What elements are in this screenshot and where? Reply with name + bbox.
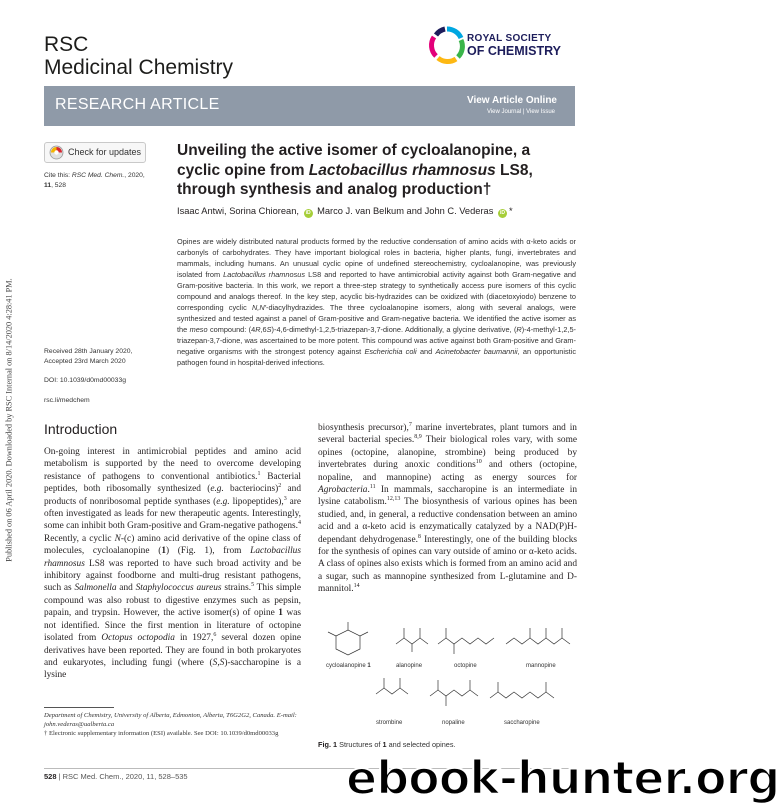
label-strombine: strombine [376, 720, 403, 726]
reference-link[interactable]: 3 [283, 495, 287, 502]
cite-journal: RSC Med. Chem. [71, 172, 125, 179]
rsc-logo-line2: OF CHEMISTRY [467, 44, 561, 58]
intro-column-left: On-going interest in antimicrobial peptides and amino acid metabolism is supported by the need to overcome developing resistance of pathogens to conventional antibiotics.$^1$ Bacterial peptides, both ribosomally synthesized (e.g. bacteriocins)$^2$ and products of nonribosomal peptide synthases (e.g. lipopeptides),$^3$ are often investigated as leads for new therapeutic agents. Interestingly, some can inhibit both Gram-positive and Gram-negative pathogens.$^4$ Recently, a cyclic N-(c) amino acid derivative of the opine class of molecules, cycloalanopine (1) (Fig. 1), from Lactobacillus rhamnosus LS8 was reported to have such broad activity and be inhibitory against foodborne and multi-drug resistant pathogens, such as Salmonella and Staphylococcus aureus strains.$^5$ This simple compound was also robust to digestive enzymes such as pepsin, papain, and trypsin. However, the active isomer(s) of opine 1 was not identified. Since the first mention in literature of octopine isolated from Octopus octopodia in 1927,$^6$ several dozen opine derivatives have been reported. They are found in both prokaryotes and eukaryotes, including fungi (where (S,S)-saccharopine is a lysine [44, 447, 302, 681]
strombine-structure [376, 688, 408, 694]
watermark-text: ebook-hunter.org [346, 751, 779, 805]
reference-link[interactable]: 7 [408, 421, 412, 428]
opine-structures-drawing [318, 616, 577, 734]
label-mannopine: mannopine [526, 663, 556, 669]
authors-first: Isaac Antwi, Sorina Chiorean, [177, 206, 299, 216]
corresponding-asterisk: * [508, 206, 513, 216]
reference-link[interactable]: 2 [278, 483, 282, 490]
check-for-updates-button[interactable] [44, 142, 146, 163]
cite-prefix: Cite this: [44, 172, 72, 179]
cycloalanopine-structure [336, 630, 360, 655]
reference-link[interactable]: 11 [369, 483, 376, 490]
affiliation-footnote: Department of Chemistry, University of Alberta, Edmonton, Alberta, T6G2G2, Canada. E-mail: john.vederas@ualberta.ca [44, 712, 297, 728]
rsc-logo-icon [428, 25, 466, 69]
esi-footnote: † Electronic supplementary information (ESI) available. See DOI: 10.1039/d0md00033g [44, 730, 279, 737]
cite-year: , 2020, [124, 172, 145, 179]
check-updates-label: Check for updates [68, 147, 142, 157]
reference-link[interactable]: 8,9 [414, 434, 422, 441]
label-cycloalanopine: cycloalanopine 1 [326, 663, 371, 669]
figure-1-structures [318, 616, 577, 734]
orcid-icon[interactable]: iD [305, 210, 311, 216]
intro-column-right: biosynthesis precursor),$^7$ marine invertebrates, plant tumors and in several bacterial species.$^{8,9}$ Their biological roles vary, with some opines (octopine, alanopine, strombine) being produced by invertebrates during anoxic conditions$^{10}$ and others (octopine, nopaline, and mannopine) acting as energy sources for Agrobacteria.$^{11}$ In mammals, saccharopine is an intermediate in lysine catabolism.$^{12,13}$ The biosynthesis of various opines has been studied, and, in general, a reductive condensation between an amino acid and a α-keto acid is enzymatically catalyzed by a NAD(P)H-dependant dehydrogenase.$^8$ Interestingly, one of the building blocks for the synthesis of opines can vary outside of amino or α-keto acids. A class of opines also exists which is formed from an amino acid and a sugar, such as mannopine synthesized from L-glutamine and D-mannitol.$^{14}$ [318, 421, 578, 595]
rsc-logo-text [467, 33, 561, 57]
page-footer: 528 | RSC Med. Chem., 2020, 11, 528–535 [44, 772, 188, 781]
alanopine-structure [396, 638, 428, 644]
rsc-logo-line1: ROYAL SOCIETY [467, 33, 552, 44]
journal-issue-links [487, 109, 555, 115]
article-type-banner [44, 86, 575, 126]
reference-link[interactable]: 5 [251, 582, 255, 589]
title-organism: Lactobacillus rhamnosus [308, 161, 496, 179]
introduction-heading: Introduction [44, 421, 118, 437]
author-list [177, 206, 513, 218]
view-issue-link[interactable]: View Issue [526, 109, 555, 115]
watermark [346, 748, 779, 812]
view-article-online-link[interactable]: View Article Online [466, 95, 557, 106]
download-note-text: Published on 06 April 2020. Downloaded by RSC Internal on 8/14/2020 4:28:41 PM. [4, 278, 14, 562]
links-separator: | [521, 109, 527, 115]
download-note [1, 140, 17, 700]
reference-link[interactable]: 6 [213, 631, 217, 638]
accepted-date: Accepted 23rd March 2020 [44, 357, 126, 365]
label-octopine: octopine [454, 663, 477, 669]
octopine-structure [438, 638, 494, 644]
reference-link[interactable]: 10 [475, 459, 482, 466]
journal-url-link[interactable]: rsc.li/medchem [44, 397, 90, 404]
footnotes [44, 711, 301, 738]
title-part2: LS8, through synthesis and analog production† [177, 161, 533, 198]
reference-link[interactable]: 14 [353, 583, 360, 590]
check-updates-icon [49, 145, 64, 160]
mannopine-structure [506, 638, 570, 644]
abstract: Opines are widely distributed natural products formed by the reductive condensation of amino acids with α-keto acids or carbonyls of carbohydrates. They have important biological roles in bacteria, higher plants, fungi, invertebrates and mammals, including humans. An unusual cyclic opine of undefined stereochemistry, cycloalanopine, was previously isolated from Lactobacillus rhamnosus LS8 and reported to have antimicrobial activity against both Gram-negative and Gram-positive bacteria. In this work, we report a three-step strategy to synthetically access pure isomers of this cyclic compound and analogs thereof. In the key step, acyclic bis-hydrazides can be oxidized with (diacetoxyiodo) benzene to corresponding cyclic N,N′-diacylhydrazides. The three cycloalanopine isomers, along with several analogs, were synthesized and tested against a panel of Gram-positive and Gram-negative bacteria. We identified the active isomer as the meso compound: (4R,6S)-4,6-dimethyl-1,2,5-triazepan-3,7-dione. Additionally, a glycine derivative, (R)-4-methyl-1,2,5-triazepan-3,7-dione, was ascertained to be more potent. This compound was active against both Gram-positive and Gram-negative organisms with the strongest potency against Escherichia coli and Acinetobacter baumannii, an opportunistic pathogen found in hospital-derived infections. [177, 237, 576, 367]
nopaline-structure [430, 690, 478, 696]
authors-second: Marco J. van Belkum and John C. Vederas [314, 206, 494, 216]
footnote-divider [44, 707, 114, 708]
doi[interactable]: DOI: 10.1039/d0md00033g [44, 377, 127, 384]
journal-title-line1: RSC [44, 33, 89, 56]
citation [44, 171, 154, 190]
title-part1: Unveiling the active isomer of cycloalanopine, a cyclic opine from [177, 142, 531, 179]
page-number: 528 [44, 772, 57, 781]
journal-title [44, 33, 233, 79]
label-saccharopine: saccharopine [504, 720, 540, 726]
received-dates [44, 347, 169, 366]
reference-link[interactable]: 12,13 [386, 496, 401, 503]
label-alanopine: alanopine [396, 663, 423, 669]
reference-link[interactable]: 8 [417, 533, 421, 540]
reference-link[interactable]: 1 [257, 470, 261, 477]
article-type-label: RESEARCH ARTICLE [55, 96, 220, 113]
reference-link[interactable]: 4 [298, 520, 301, 527]
figure-1-caption: Fig. 1 Structures of 1 and selected opines. [318, 740, 456, 749]
label-nopaline: nopaline [442, 720, 465, 726]
rsc-logo [428, 25, 578, 71]
footer-journal-ref: RSC Med. Chem., 2020, 11, 528–535 [62, 772, 188, 781]
cite-pages: , 528 [51, 181, 66, 189]
journal-title-line2: Medicinal Chemistry [44, 56, 234, 79]
view-journal-link[interactable]: View Journal [486, 109, 522, 115]
saccharopine-structure [490, 692, 554, 698]
orcid-icon[interactable]: iD [499, 210, 505, 216]
cite-volume: 11 [44, 181, 52, 189]
article-title [177, 141, 577, 200]
received-date: Received 28th January 2020, [44, 348, 133, 355]
